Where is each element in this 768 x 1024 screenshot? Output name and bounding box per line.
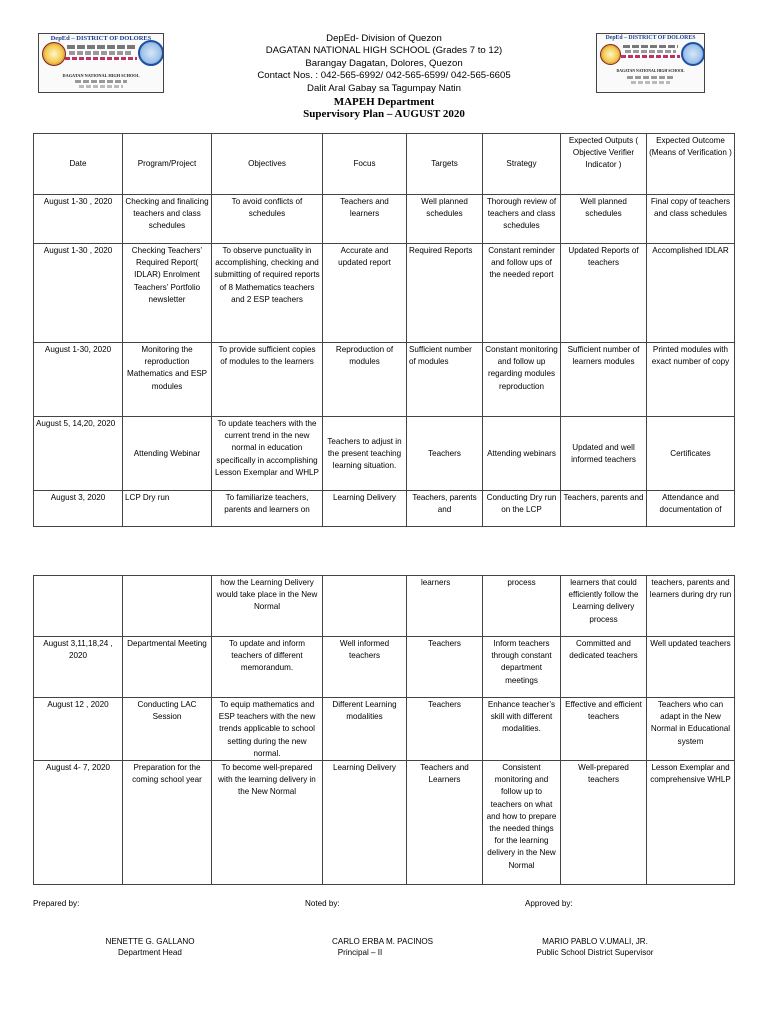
table-cell: Enhance teacher’s skill with different modalities.	[483, 698, 561, 761]
table-row	[34, 698, 735, 761]
right-logo-school: DAGATAN NATIONAL HIGH SCHOOL	[616, 69, 685, 73]
table-cell: process	[483, 576, 561, 637]
table-cell: To equip mathematics and ESP teachers with the new trends applicable to school setting during the new normal.	[212, 698, 323, 761]
table-cell: Preparation for the coming school year	[123, 761, 212, 885]
table-cell: Teachers, parents and	[407, 491, 483, 527]
table-cell: Teachers	[407, 637, 483, 698]
table-cell: Thorough review of teachers and class schedules	[483, 195, 561, 244]
table-row	[34, 417, 735, 491]
table-cell: Required Reports	[407, 244, 483, 343]
table-cell: August 3, 2020	[34, 491, 123, 527]
table-header-row	[34, 134, 735, 195]
table-cell: learners that could efficiently follow the Learning delivery process	[561, 576, 647, 637]
table-cell: Well-prepared teachers	[561, 761, 647, 885]
left-logo-title: DepEd – DISTRICT OF DOLORES	[50, 35, 152, 42]
table-cell: Reproduction of modules	[323, 343, 407, 417]
supervisory-plan-table-continued	[33, 575, 735, 885]
table-cell: LCP Dry run	[123, 491, 212, 527]
prepared-by-name: NENETTE G. GALLANO	[105, 937, 195, 946]
table-cell: Committed and dedicated teachers	[561, 637, 647, 698]
division-name: DepEd- Division of Quezon	[326, 33, 442, 44]
table-cell: Monitoring the reproduction Mathematics and ESP modules	[123, 343, 212, 417]
table-cell: Final copy of teachers and class schedules	[647, 195, 735, 244]
prepared-by-title: Department Head	[118, 948, 182, 957]
table-cell: Teachers, parents and	[561, 491, 647, 527]
approved-by-title: Public School District Supervisor	[536, 948, 654, 957]
plan-title: Supervisory Plan – AUGUST 2020	[303, 108, 465, 120]
school-address: Barangay Dagatan, Dolores, Quezon	[305, 58, 463, 69]
table-cell: Different Learning modalities	[323, 698, 407, 761]
left-logo-school: DAGATAN NATIONAL HIGH SCHOOL	[62, 73, 140, 78]
table-cell: Departmental Meeting	[123, 637, 212, 698]
table-cell: Lesson Exemplar and comprehensive WHLP	[647, 761, 735, 885]
table-cell: August 1-30 , 2020	[34, 244, 123, 343]
table-cell: August 1-30 , 2020	[34, 195, 123, 244]
table-cell: Constant reminder and follow ups of the needed report	[483, 244, 561, 343]
table-cell: Sufficient number of modules	[407, 343, 483, 417]
department-title: MAPEH Department	[333, 96, 435, 108]
table-cell: Attendance and documentation of	[647, 491, 735, 527]
table-row	[34, 761, 735, 885]
table-cell: Attending webinars	[483, 417, 561, 491]
table-cell: Updated and well informed teachers	[561, 417, 647, 491]
table-cell: Checking and finalicing teachers and class schedules	[123, 195, 212, 244]
table-cell: Inform teachers through constant department meetings	[483, 637, 561, 698]
table-cell: Well planned schedules	[407, 195, 483, 244]
table-cell: Teachers to adjust in the present teaching learning situation.	[323, 417, 407, 491]
table-cell: Well updated teachers	[647, 637, 735, 698]
table-cell: Effective and efficient teachers	[561, 698, 647, 761]
column-header: Program/Project	[123, 134, 212, 195]
table-cell: Updated Reports of teachers	[561, 244, 647, 343]
noted-by-label: Noted by:	[305, 899, 340, 908]
table-row	[34, 491, 735, 527]
table-cell: Conducting Dry run on the LCP	[483, 491, 561, 527]
table-row	[34, 343, 735, 417]
table-cell	[34, 576, 123, 637]
table-cell: To update teachers with the current trend in the new normal in education specifically in accomplishing Lesson Exemplar and WHLP	[212, 417, 323, 491]
column-header: Expected Outputs ( Objective Verifier Indicator )	[561, 134, 647, 195]
table-cell: Teachers	[407, 417, 483, 491]
table-cell: To familiarize teachers, parents and learners on	[212, 491, 323, 527]
table-cell: To update and inform teachers of different memorandum.	[212, 637, 323, 698]
table-row	[34, 576, 735, 637]
table-row	[34, 244, 735, 343]
table-cell: August 3,11,18,24 , 2020	[34, 637, 123, 698]
right-logo-title: DepEd – DISTRICT OF DOLORES	[605, 35, 696, 41]
table-cell: To become well-prepared with the learning delivery in the New Normal	[212, 761, 323, 885]
table-cell: how the Learning Delivery would take place in the New Normal	[212, 576, 323, 637]
noted-by-title: Principal – II	[337, 948, 383, 957]
table-cell: August 4- 7, 2020	[34, 761, 123, 885]
table-cell: learners	[407, 576, 483, 637]
column-header: Objectives	[212, 134, 323, 195]
school-name: DAGATAN NATIONAL HIGH SCHOOL (Grades 7 to 12)	[265, 45, 503, 56]
contact-numbers: Contact Nos. : 042-565-6992/ 042-565-6599/ 042-565-6605	[257, 70, 511, 81]
table-cell: Attending Webinar	[123, 417, 212, 491]
prepared-by-label: Prepared by:	[33, 899, 80, 908]
supervisory-plan-table	[33, 133, 735, 527]
table-cell: Sufficient number of learners modules	[561, 343, 647, 417]
table-cell: Accomplished IDLAR	[647, 244, 735, 343]
table-cell: Teachers and Learners	[407, 761, 483, 885]
table-cell: August 12 , 2020	[34, 698, 123, 761]
table-cell: Printed modules with exact number of copy	[647, 343, 735, 417]
column-header: Strategy	[483, 134, 561, 195]
column-header: Date	[34, 134, 123, 195]
table-cell: Consistent monitoring and follow up to teachers on what and how to prepare the needed things for the learning delivery in the New Normal	[483, 761, 561, 885]
table-cell: Certificates	[647, 417, 735, 491]
table-cell: To observe punctuality in accomplishing, checking and submitting of required reports of 8 Mathematics teachers and 2 ESP teachers	[212, 244, 323, 343]
table-cell: Well planned schedules	[561, 195, 647, 244]
table-cell: To provide sufficient copies of modules to the learners	[212, 343, 323, 417]
table-cell	[323, 576, 407, 637]
table-cell: Accurate and updated report	[323, 244, 407, 343]
table-cell: August 1-30, 2020	[34, 343, 123, 417]
table-cell: teachers, parents and learners during dry run	[647, 576, 735, 637]
column-header: Expected Outcome (Means of Verification )	[647, 134, 735, 195]
table-cell: Learning Delivery	[323, 761, 407, 885]
table-cell: Teachers who can adapt in the New Normal in Educational system	[647, 698, 735, 761]
table-cell: Teachers	[407, 698, 483, 761]
table-cell: Teachers and learners	[323, 195, 407, 244]
table-row	[34, 637, 735, 698]
approved-by-label: Approved by:	[525, 899, 573, 908]
table-cell: Learning Delivery	[323, 491, 407, 527]
table-cell: Checking Teachers’ Required Report( IDLAR) Enrolment Teachers’ Portfolio newsletter	[123, 244, 212, 343]
column-header: Focus	[323, 134, 407, 195]
table-cell: Well informed teachers	[323, 637, 407, 698]
approved-by-name: MARIO PABLO V.UMALI, JR.	[542, 937, 648, 946]
table-cell: To avoid conflicts of schedules	[212, 195, 323, 244]
table-cell	[123, 576, 212, 637]
table-row	[34, 195, 735, 244]
table-cell: Conducting LAC Session	[123, 698, 212, 761]
table-cell: August 5, 14,20, 2020	[34, 417, 123, 491]
noted-by-name: CARLO ERBA M. PACINOS	[331, 937, 434, 946]
column-header: Targets	[407, 134, 483, 195]
table-cell: Constant monitoring and follow up regarding modules reproduction	[483, 343, 561, 417]
school-motto: Dalit Aral Gabay sa Tagumpay Natin	[307, 83, 461, 94]
